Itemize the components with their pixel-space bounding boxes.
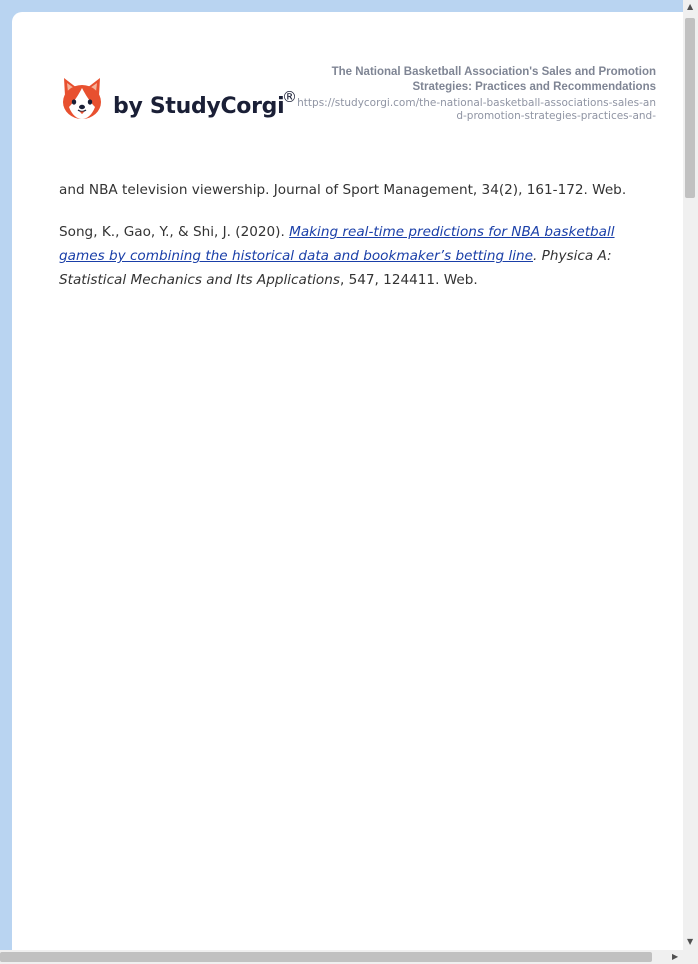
registered-mark: ® [282,88,297,106]
scroll-up-arrow-icon[interactable]: ▲ [687,2,694,11]
references-content [59,178,639,310]
reference-item [59,220,639,292]
scroll-down-arrow-icon[interactable]: ▼ [687,937,694,946]
document-meta [296,65,656,123]
reference-item: and NBA television viewership. Journal of Sport Management, 34(2), 161-172. Web. [59,182,627,198]
studycorgi-logo[interactable] [60,76,300,140]
horizontal-scrollbar[interactable] [0,950,698,964]
document-page [12,12,696,962]
vertical-scrollbar[interactable] [683,0,698,950]
reference-details: , 547, 124411. Web. [339,272,478,288]
document-url[interactable]: https://studycorgi.com/the-national-basketball-associations-sales-and-promotion-strategies-practices-and- [297,97,656,122]
scroll-right-arrow-icon[interactable]: ▶ [672,952,679,961]
corgi-logo-icon [60,76,104,122]
reference-authors: Song, K., Gao, Y., & Shi, J. (2020). [59,224,290,240]
horizontal-scroll-thumb[interactable] [0,952,652,962]
vertical-scroll-thumb[interactable] [685,18,695,198]
reference-punct: . [533,248,542,264]
reference-journal: Physica A: Statistical Mechanics and Its Applications [59,248,612,288]
logo-text: by StudyCorgi [113,94,285,119]
reference-link[interactable]: Making real-time predictions for NBA basketball games by combining the historical data and bookmaker’s betting line [59,224,615,264]
document-title: The National Basketball Association's Sales and Promotion Strategies: Practices and Recommendations [331,66,656,93]
